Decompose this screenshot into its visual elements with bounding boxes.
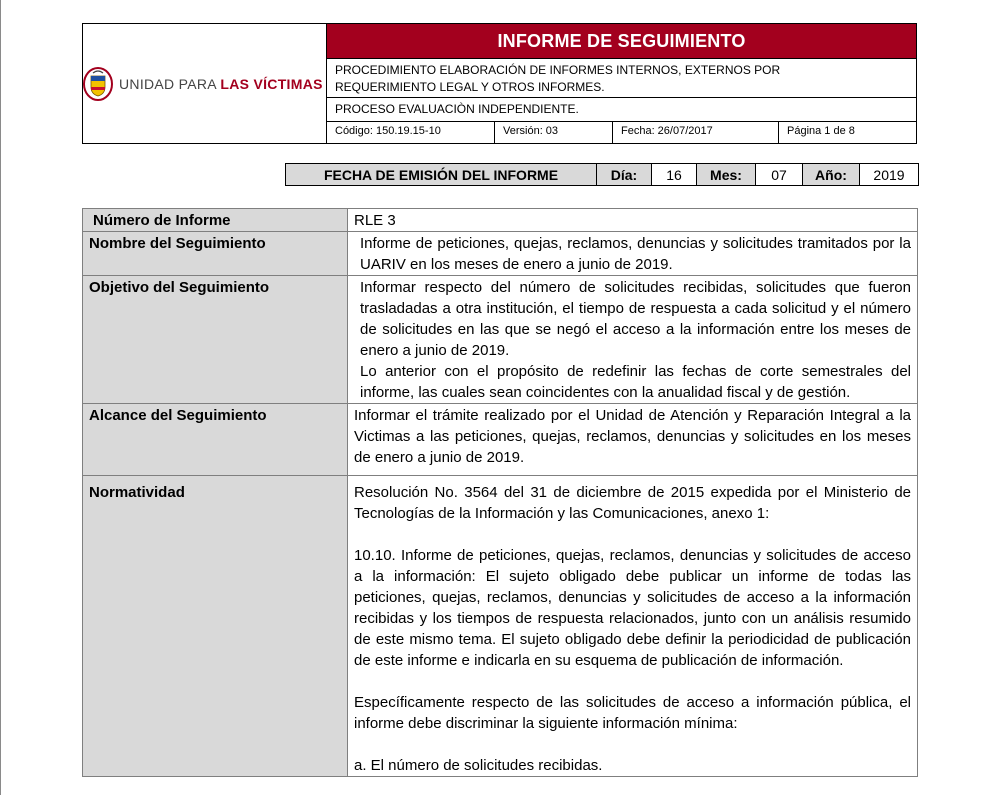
document-header (82, 23, 917, 144)
objective-paragraph-2: Lo anterior con el propósito de redefinir las fechas de corte semestrales del informe, las cuales sean coincidentes con la anualidad fiscal y de gestión. (360, 363, 911, 401)
logo-text: UNIDAD PARA LAS VÍCTIMAS (119, 75, 323, 92)
report-number: RLE 3 (348, 209, 918, 232)
year-value: 2019 (873, 166, 905, 183)
table-row (83, 232, 918, 276)
regulations (348, 476, 918, 777)
follow-up-objective (348, 276, 918, 404)
header-info (327, 24, 916, 143)
procedure-line-2: REQUERIMIENTO LEGAL Y OTROS INFORMES. (335, 80, 605, 94)
report-details-table (82, 208, 918, 777)
regulation-paragraph-2: 10.10. Informe de peticiones, quejas, reclamos, denuncias y solicitudes de acceso a la información: El sujeto obligado debe publicar un informe de todas las peticiones, quejas, reclamos, denuncias y solicitudes de acceso a la información recibidas y los tiempos de respuesta relacionados, junto con un análisis resumido de este mismo tema. El sujeto obligado debe definir la periodicidad de publicación de este informe e indicarla en su esquema de publicación de información. (354, 547, 911, 669)
day-value: 16 (652, 164, 697, 185)
doc-code: Código: 150.19.15-10 (327, 122, 495, 143)
emission-date-row (285, 163, 919, 186)
objective-paragraph-1: Informar respecto del número de solicitudes recibidas, solicitudes que fueron trasladadas a otra institución, el tiempo de respuesta a cada solicitud y el número de solicitudes en las que se negó el acceso a la información entre los meses de enero a junio de 2019. (360, 279, 911, 359)
row-label: Alcance del Seguimiento (83, 404, 348, 476)
regulation-paragraph-3: Específicamente respecto de las solicitudes de acceso a información pública, el informe debe discriminar la siguiente información mínima: (354, 694, 911, 732)
regulation-paragraph-1: Resolución No. 3564 del 31 de diciembre de 2015 expedida por el Ministerio de Tecnologías de la Información y las Comunicaciones, anexo 1: (354, 484, 911, 522)
table-row (83, 209, 918, 232)
table-row (83, 476, 918, 777)
procedure-line-1: PROCEDIMIENTO ELABORACIÓN DE INFORMES INTERNOS, EXTERNOS POR (335, 63, 781, 77)
month-label: Mes: (697, 164, 756, 185)
page-number: Página 1 de 8 (787, 125, 855, 137)
follow-up-scope: Informar el trámite realizado por el Unidad de Atención y Reparación Integral a la Victimas a las peticiones, quejas, reclamos, denuncias y solicitudes en los meses de enero a junio de 2019. (348, 404, 918, 476)
regulation-list-item-a: a. El número de solicitudes recibidas. (354, 757, 603, 774)
year-label: Año: (803, 164, 860, 185)
row-label: Objetivo del Seguimiento (83, 276, 348, 404)
day-label: Día: (597, 164, 652, 185)
emission-label: FECHA DE EMISIÓN DEL INFORME (286, 164, 597, 185)
document-title: INFORME DE SEGUIMIENTO (327, 24, 916, 59)
procedure-name (327, 59, 916, 98)
table-row (83, 276, 918, 404)
process-name: PROCESO EVALUACIÒN INDEPENDIENTE. (327, 98, 916, 122)
unidad-victimas-logo (83, 67, 323, 101)
row-label: Nombre del Seguimiento (83, 232, 348, 276)
month-value: 07 (756, 164, 803, 185)
page-edge (0, 0, 1, 795)
document-meta (327, 122, 916, 143)
row-label: Número de Informe (83, 209, 348, 232)
doc-version: Versión: 03 (495, 122, 613, 143)
doc-date: Fecha: 26/07/2017 (613, 122, 779, 143)
row-label: Normatividad (83, 476, 348, 777)
table-row (83, 404, 918, 476)
colombia-coat-of-arms-icon (83, 67, 113, 101)
logo-cell (83, 24, 327, 143)
follow-up-name: Informe de peticiones, quejas, reclamos, denuncias y solicitudes tramitados por la UARIV en los meses de enero a junio de 2019. (348, 232, 918, 276)
